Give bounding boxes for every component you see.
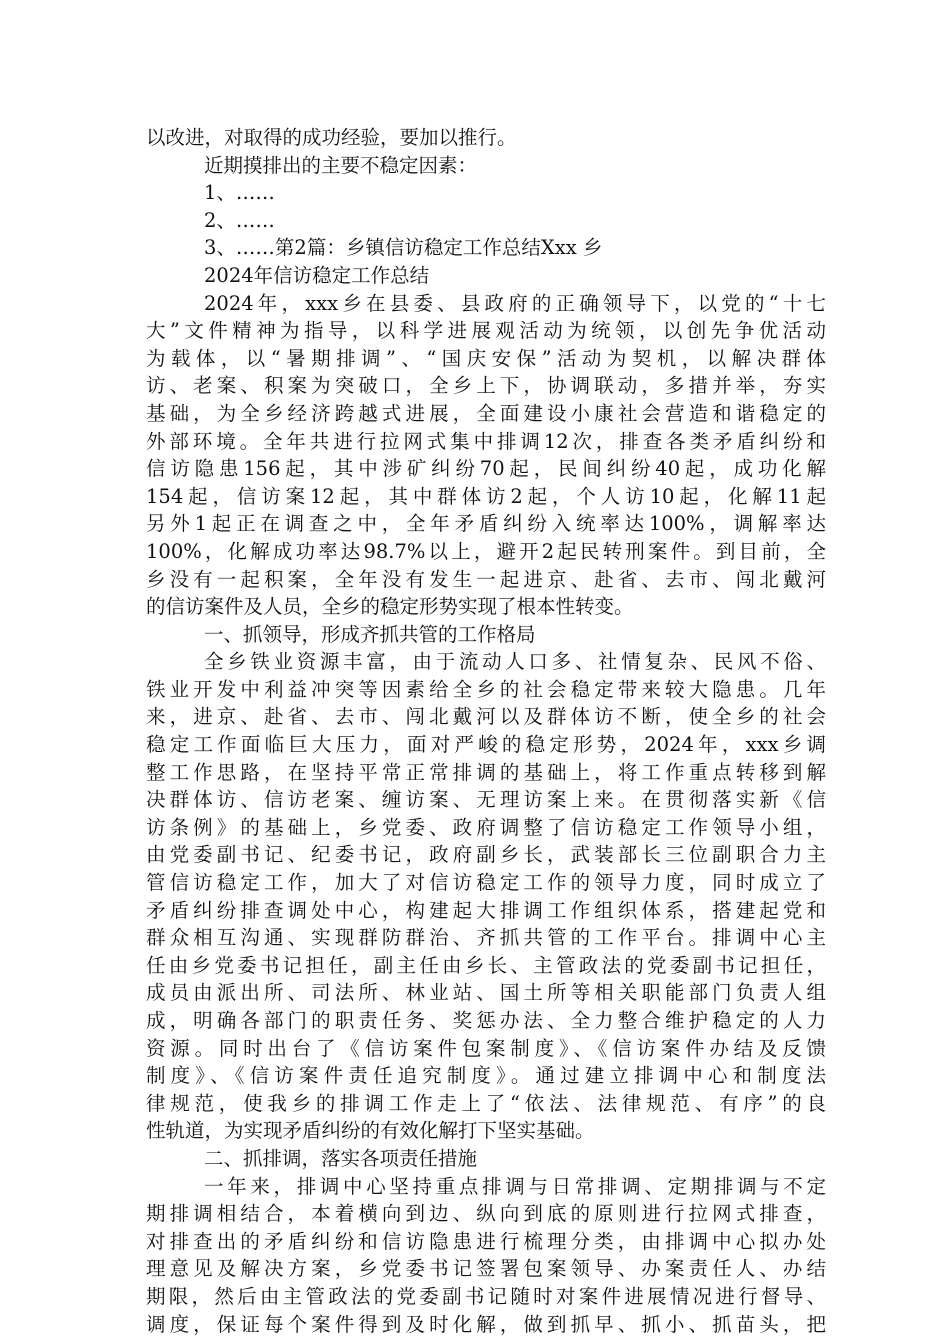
text-line: 信访隐患156起，其中涉矿纠纷70起，民间纠纷40起，成功化解 (146, 457, 826, 481)
text-line: 另外1起正在调查之中，全年矛盾纠纷入统率达100%，调解率达 (146, 512, 826, 536)
text-line: 任由乡党委书记担任，副主任由乡长、主管政法的党委副书记担任， (146, 953, 826, 977)
text-line: 一年来，排调中心坚持重点排调与日常排调、定期排调与不定 (204, 1174, 826, 1198)
text-line: 154起，信访案12起，其中群体访2起，个人访10起，化解11起 (146, 484, 826, 508)
list-item: 2、…… (204, 208, 275, 232)
text-line: 访条例》的基础上，乡党委、政府调整了信访稳定工作领导小组， (146, 815, 826, 839)
text-line: 矛盾纠纷排查调处中心，构建起大排调工作组织体系，搭建起党和 (146, 898, 826, 922)
text-line: 访、老案、积案为突破口，全乡上下，协调联动，多措并举，夯实 (146, 374, 826, 398)
text-line: 基础，为全乡经济跨越式进展，全面建设小康社会营造和谐稳定的 (146, 401, 826, 425)
text-line: 近期摸排出的主要不稳定因素： (204, 153, 478, 177)
text-line: 大”文件精神为指导，以科学进展观活动为统领，以创先争优活动 (146, 319, 826, 343)
text-line: 乡没有一起积案，全年没有发生一起进京、赴省、去市、闯北戴河 (146, 567, 826, 591)
text-line: 资源。同时出台了《信访案件包案制度》、《信访案件办结及反馈 (146, 1036, 826, 1060)
text-line: 稳定工作面临巨大压力，面对严峻的稳定形势，2024年，xxx乡调 (146, 733, 826, 757)
text-line: 为载体，以“暑期排调”、“国庆安保”活动为契机，以解决群体 (146, 346, 826, 370)
text-line: 期限，然后由主管政法的党委副书记随时对案件进展情况进行督导、 (146, 1284, 826, 1308)
section-title: 2024年信访稳定工作总结 (204, 263, 430, 287)
text-line: 管信访稳定工作，加大了对信访稳定工作的领导力度，同时成立了 (146, 871, 826, 895)
section-heading: 一、抓领导，形成齐抓共管的工作格局 (204, 622, 536, 646)
text-line: 决群体访、信访老案、缠访案、无理访案上来。在贯彻落实新《信 (146, 788, 826, 812)
text-line: 外部环境。全年共进行拉网式集中排调12次，排查各类矛盾纠纷和 (146, 429, 826, 453)
text-line: 以改进，对取得的成功经验，要加以推行。 (146, 126, 517, 149)
text-line: 铁业开发中利益冲突等因素给全乡的社会稳定带来较大隐患。几年 (146, 677, 826, 701)
list-item: 3、……第2篇：乡镇信访稳定工作总结Xxx 乡 (204, 236, 603, 260)
text-line: 律规范，使我乡的排调工作走上了“依法、法律规范、有序”的良 (146, 1091, 826, 1115)
text-line: 全乡铁业资源丰富，由于流动人口多、社情复杂、民风不俗、 (204, 650, 826, 674)
text-line: 成员由派出所、司法所、林业站、国土所等相关职能部门负责人组 (146, 981, 826, 1005)
text-line: 对排查出的矛盾纠纷和信访隐患进行梳理分类，由排调中心拟办处 (146, 1229, 826, 1253)
list-item: 1、…… (204, 181, 275, 205)
text-line: 2024年，xxx乡在县委、县政府的正确领导下，以党的“十七 (204, 291, 826, 315)
text-line: 群众相互沟通、实现群防群治、齐抓共管的工作平台。排调中心主 (146, 926, 826, 950)
document-page (146, 124, 826, 1338)
text-line: 的信访案件及人员，全乡的稳定形势实现了根本性转变。 (146, 595, 634, 619)
text-line: 性轨道，为实现矛盾纠纷的有效化解打下坚实基础。 (146, 1119, 595, 1143)
text-line: 理意见及解决方案，乡党委书记签署包案领导、办案责任人、办结 (146, 1257, 826, 1281)
section-heading: 二、抓排调，落实各项责任措施 (204, 1146, 478, 1170)
text-line: 整工作思路，在坚持平常正常排调的基础上，将工作重点转移到解 (146, 760, 826, 784)
text-line: 100%，化解成功率达98.7%以上，避开2起民转刑案件。到目前，全 (146, 539, 826, 563)
text-line: 期排调相结合，本着横向到边、纵向到底的原则进行拉网式排查， (146, 1202, 826, 1226)
text-line: 调度，保证每个案件得到及时化解，做到抓早、抓小、抓苗头，把 (146, 1312, 826, 1336)
text-line: 由党委副书记、纪委书记，政府副乡长，武装部长三位副职合力主 (146, 843, 826, 867)
text-line: 制度》、《信访案件责任追究制度》。通过建立排调中心和制度法 (146, 1064, 826, 1088)
text-line: 成，明确各部门的职责任务、奖惩办法、全力整合维护稳定的人力 (146, 1009, 826, 1032)
text-line: 来，进京、赴省、去市、闯北戴河以及群体访不断，使全乡的社会 (146, 705, 826, 729)
